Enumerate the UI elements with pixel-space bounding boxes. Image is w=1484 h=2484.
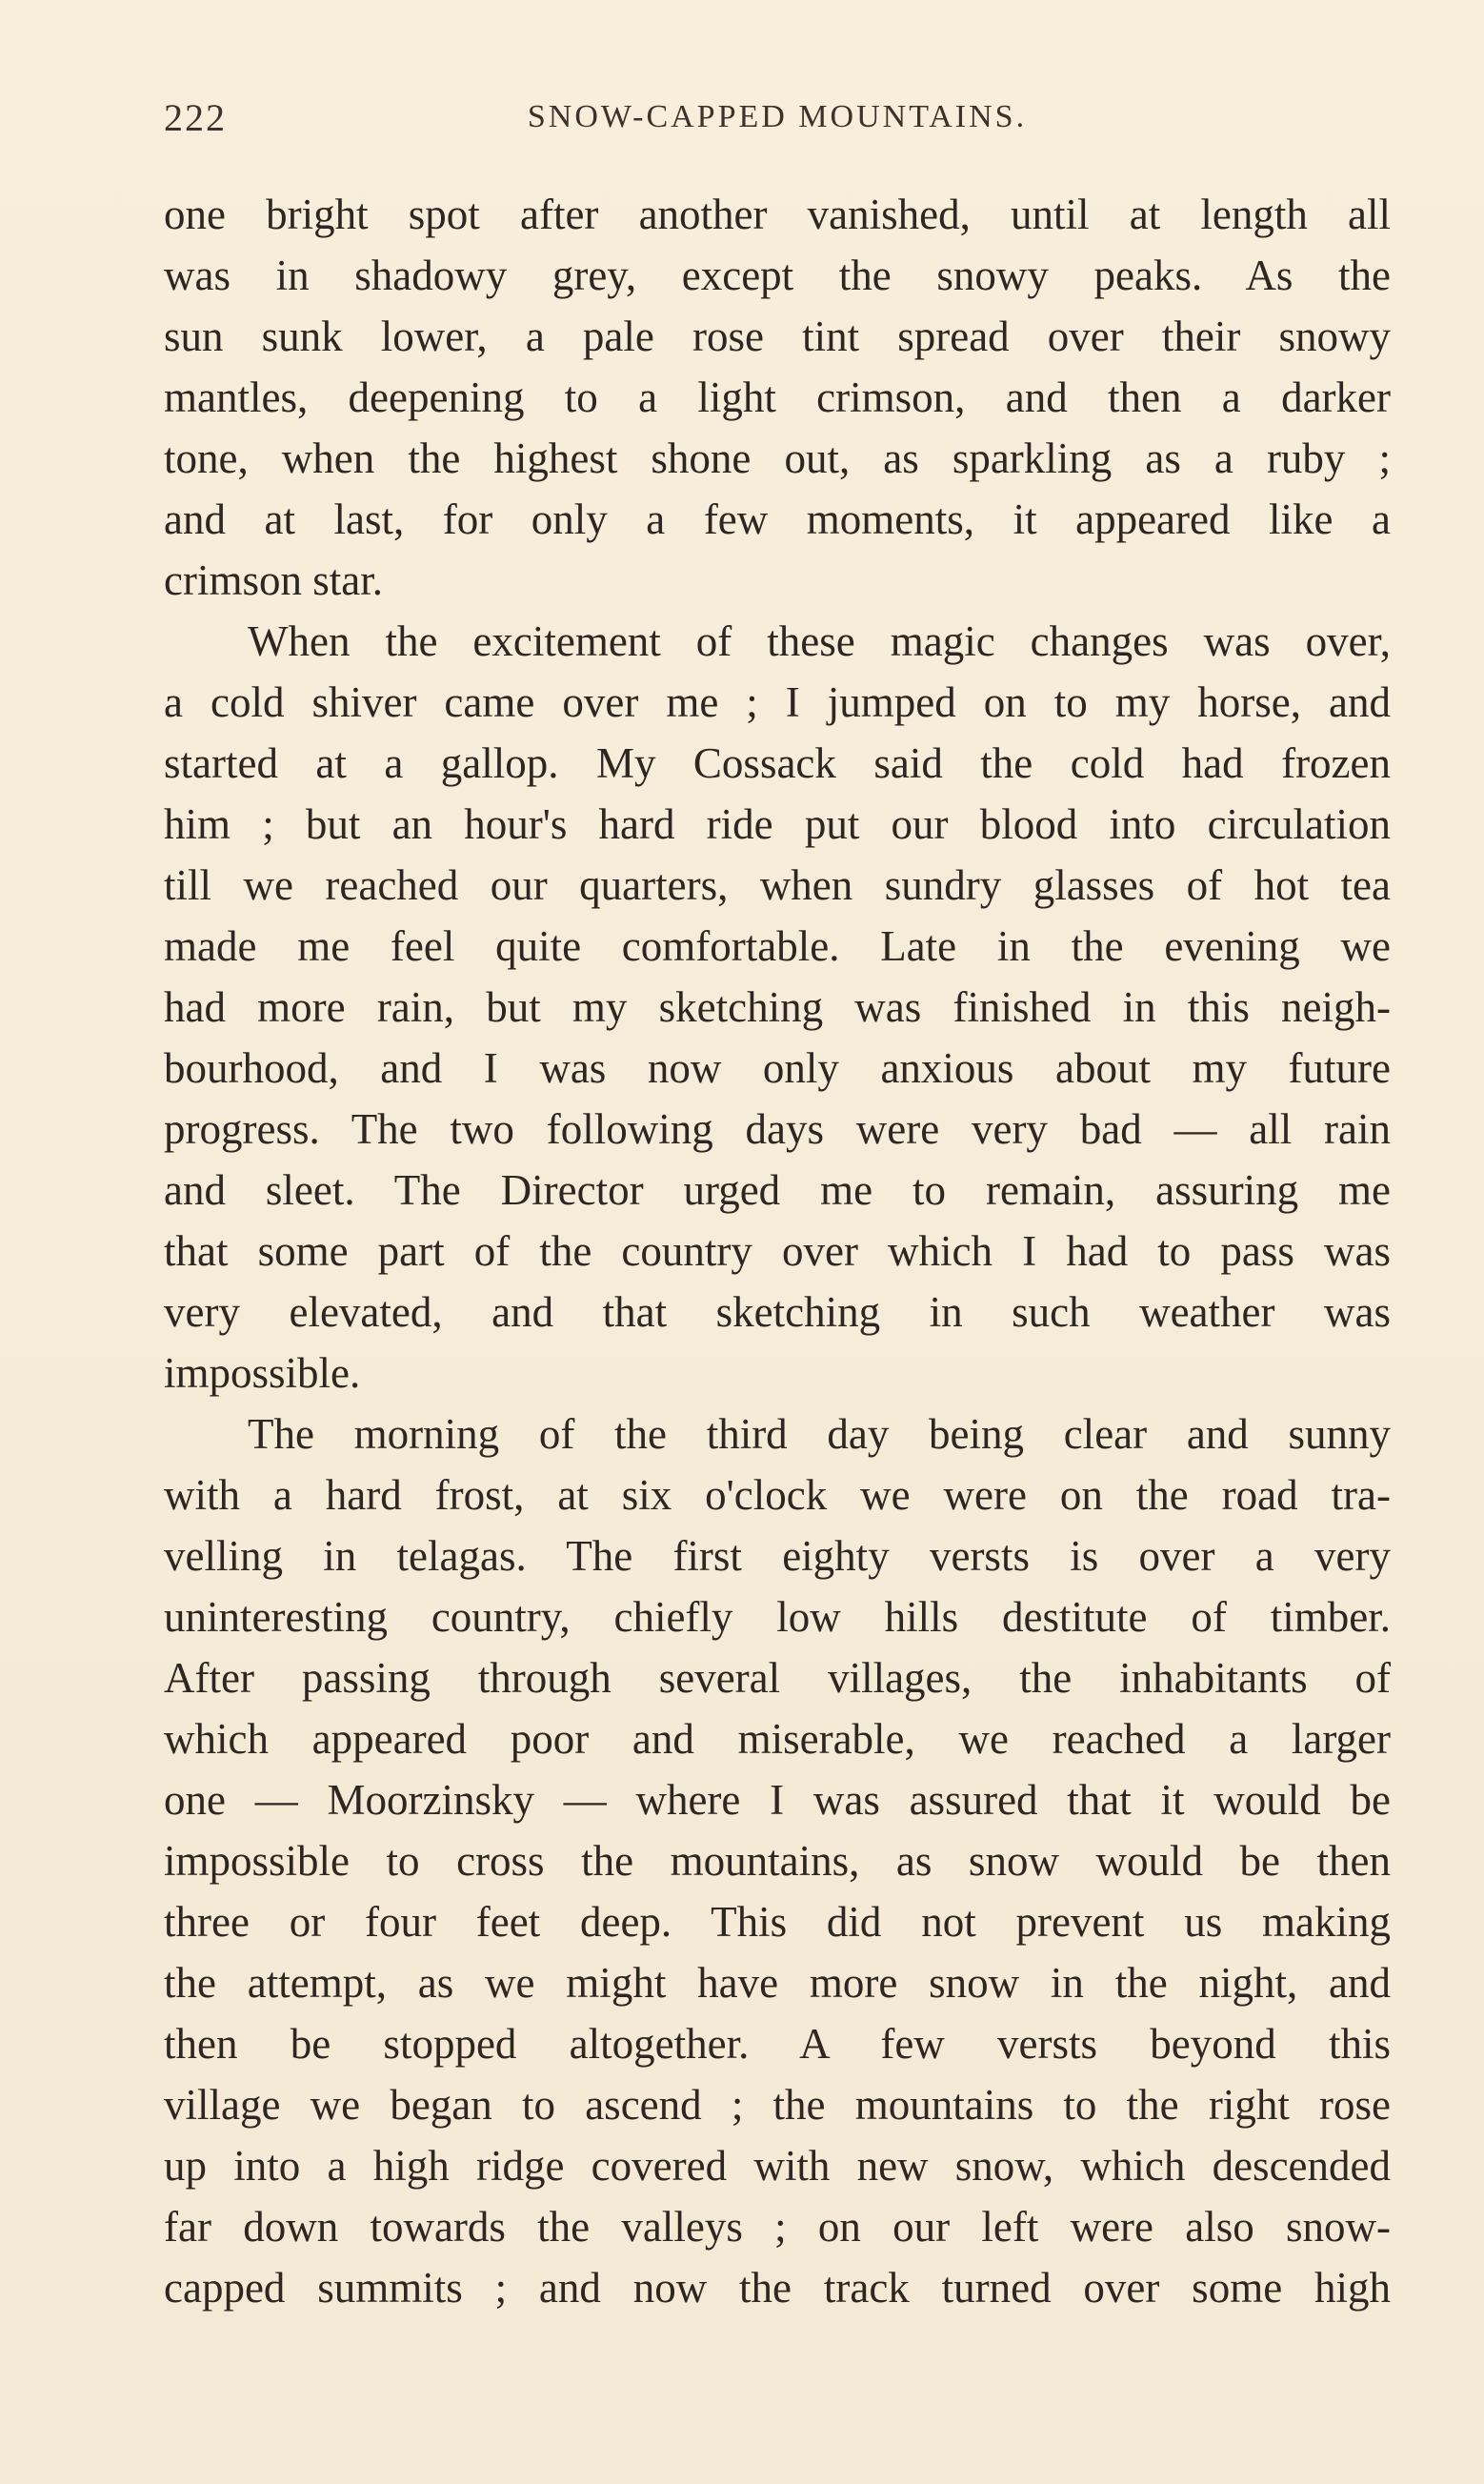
text-line: tone, when the highest shone out, as sparkling as a ruby ; (164, 434, 1391, 482)
text-line: that some part of the country over which I had to pass was (164, 1227, 1391, 1275)
text-line: impossible to cross the mountains, as snow would be then (164, 1837, 1391, 1885)
text-line: progress. The two following days were very bad — all rain (164, 1105, 1391, 1153)
text-line: When the excitement of these magic changes was over, (248, 617, 1391, 665)
text-line: a cold shiver came over me ; I jumped on to my horse, and (164, 678, 1391, 726)
text-line: him ; but an hour's hard ride put our blood into circulation (164, 800, 1391, 848)
text-line: far down towards the valleys ; on our left were also snow- (164, 2203, 1391, 2251)
text-line: and at last, for only a few moments, it appeared like a (164, 495, 1391, 543)
text-line: village we began to ascend ; the mountains to the right rose (164, 2081, 1391, 2129)
page-number: 222 (164, 96, 227, 139)
running-title: SNOW-CAPPED MOUNTAINS. (527, 99, 1028, 134)
text-line: which appeared poor and miserable, we reached a larger (164, 1715, 1391, 1763)
text-line: uninteresting country, chiefly low hills destitute of timber. (164, 1593, 1391, 1641)
text-line: velling in telagas. The first eighty versts is over a very (164, 1532, 1391, 1580)
text-line: sun sunk lower, a pale rose tint spread over their snowy (164, 313, 1391, 360)
text-line: had more rain, but my sketching was finished in this neigh- (164, 983, 1391, 1031)
text-line: was in shadowy grey, except the snowy peaks. As the (164, 252, 1391, 299)
text-line: up into a high ridge covered with new snow, which descended (164, 2142, 1391, 2190)
text-line: very elevated, and that sketching in such weather was (164, 1288, 1391, 1336)
text-line: The morning of the third day being clear and sunny (248, 1410, 1391, 1458)
text-line: crimson star. (164, 556, 383, 604)
text-line: capped summits ; and now the track turned over some high (164, 2264, 1391, 2312)
text-line: bourhood, and I was now only anxious about my future (164, 1044, 1391, 1092)
text-line: started at a gallop. My Cossack said the cold had frozen (164, 739, 1391, 787)
text-line: three or four feet deep. This did not prevent us making (164, 1898, 1391, 1946)
text-line: the attempt, as we might have more snow in the night, and (164, 1959, 1391, 2007)
body-text (164, 184, 1391, 2318)
text-line: impossible. (164, 1349, 361, 1397)
text-line: then be stopped altogether. A few versts beyond this (164, 2020, 1391, 2068)
text-line: with a hard frost, at six o'clock we were on the road tra- (164, 1471, 1391, 1519)
text-line: made me feel quite comfortable. Late in the evening we (164, 922, 1391, 970)
text-line: till we reached our quarters, when sundry glasses of hot tea (164, 861, 1391, 909)
text-line: After passing through several villages, the inhabitants of (164, 1654, 1391, 1702)
text-line: one bright spot after another vanished, until at length all (164, 191, 1391, 238)
text-line: mantles, deepening to a light crimson, and then a darker (164, 374, 1391, 421)
text-line: one — Moorzinsky — where I was assured that it would be (164, 1776, 1391, 1824)
running-head (164, 95, 1391, 152)
text-line: and sleet. The Director urged me to remain, assuring me (164, 1166, 1391, 1214)
